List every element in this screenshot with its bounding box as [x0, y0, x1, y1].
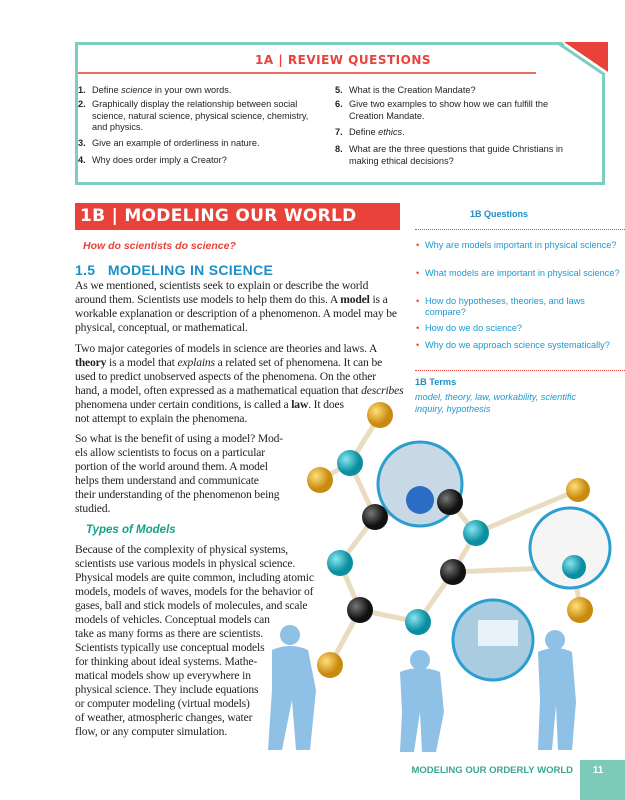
guiding-question: How do scientists do science? [83, 240, 236, 252]
terms-list: model, theory, law, workability, scientific inquiry, hypothesis [415, 392, 577, 414]
section-banner: 1B | MODELING OUR WORLD [75, 203, 400, 230]
question-item: • What models are important in physical science? [425, 268, 625, 279]
review-item: 2. Graphically display the relationship between social science, natural science, physical science, chemistry, and physics. [78, 99, 309, 132]
review-item: 1. Define science in your own words. [78, 85, 232, 95]
section-heading: 1.5 MODELING IN SCIENCE [75, 262, 274, 278]
question-item: • Why are models important in physical science? [425, 240, 625, 251]
paragraph: As we mentioned, scientists seek to explain or describe the world around them. Scientists use models to help them do this. A model is a workable explanation or description of a phenomenon. A model may be physical, conceptual, or mathematical. [75, 279, 397, 334]
review-title: 1A | REVIEW QUESTIONS [255, 53, 431, 67]
divider [415, 229, 625, 230]
divider [78, 72, 536, 74]
page-number-box [580, 760, 625, 800]
review-item: 5. What is the Creation Mandate? [335, 85, 476, 95]
question-item: • How do we do science? [425, 323, 625, 334]
divider [415, 370, 625, 371]
paragraph: Because of the complexity of physical systems, scientists use various models in physical science. Physical models are quite common, including atomic models, models of waves, models for the behavior of gases, ball and stick models of molecules, and scale models of vehicles. Conceptual models can take as many forms as there are scientists. Scientists typically use conceptual models for thinking about ideal systems. Mathe- matical models show up everywhere in physical science. They include equations or computer modeling (virtual models) of weather, atmospheric changes, water flow, or any computer simulation. [75, 543, 314, 738]
page-number: 11 [592, 765, 604, 776]
review-item: 8. What are the three questions that guide Christians in making ethical decisions? [335, 144, 563, 166]
corner-flag-icon [558, 42, 608, 74]
terms-title: 1B Terms [415, 377, 457, 387]
molecule-illustration [250, 395, 625, 765]
review-questions-box [75, 42, 605, 185]
running-title: MODELING OUR ORDERLY WORLD [411, 765, 573, 776]
review-item: 7. Define ethics. [335, 127, 405, 137]
paragraph: So what is the benefit of using a model? Mod- els allow scientists to focus on a particular portion of the world around them. A model helps them understand and communicate their understanding of the phenomenon being studied. [75, 432, 284, 515]
review-item: 3. Give an example of orderliness in nature. [78, 138, 260, 148]
review-item: 6. Give two examples to show how we can fulfill the Creation Mandate. [335, 99, 549, 121]
printed-object-icon [406, 486, 434, 514]
subheading: Types of Models [86, 524, 176, 536]
questions-title: 1B Questions [470, 209, 529, 219]
paragraph: Two major categories of models in science are theories and laws. A theory is a model that explains a related set of phenomena. It can be used to predict unobserved aspects of the phenomena. On the other hand, a model, often expressed as a mathematical equation that describes phenomena under certain conditions, is called a law. It does not attempt to explain the phenomena. [75, 342, 404, 425]
question-item: • How do hypotheses, theories, and laws compare? [425, 296, 625, 318]
question-item: • Why do we approach science systematically? [425, 340, 625, 351]
computer-screen-icon [478, 620, 518, 646]
review-item: 4. Why does order imply a Creator? [78, 155, 227, 165]
